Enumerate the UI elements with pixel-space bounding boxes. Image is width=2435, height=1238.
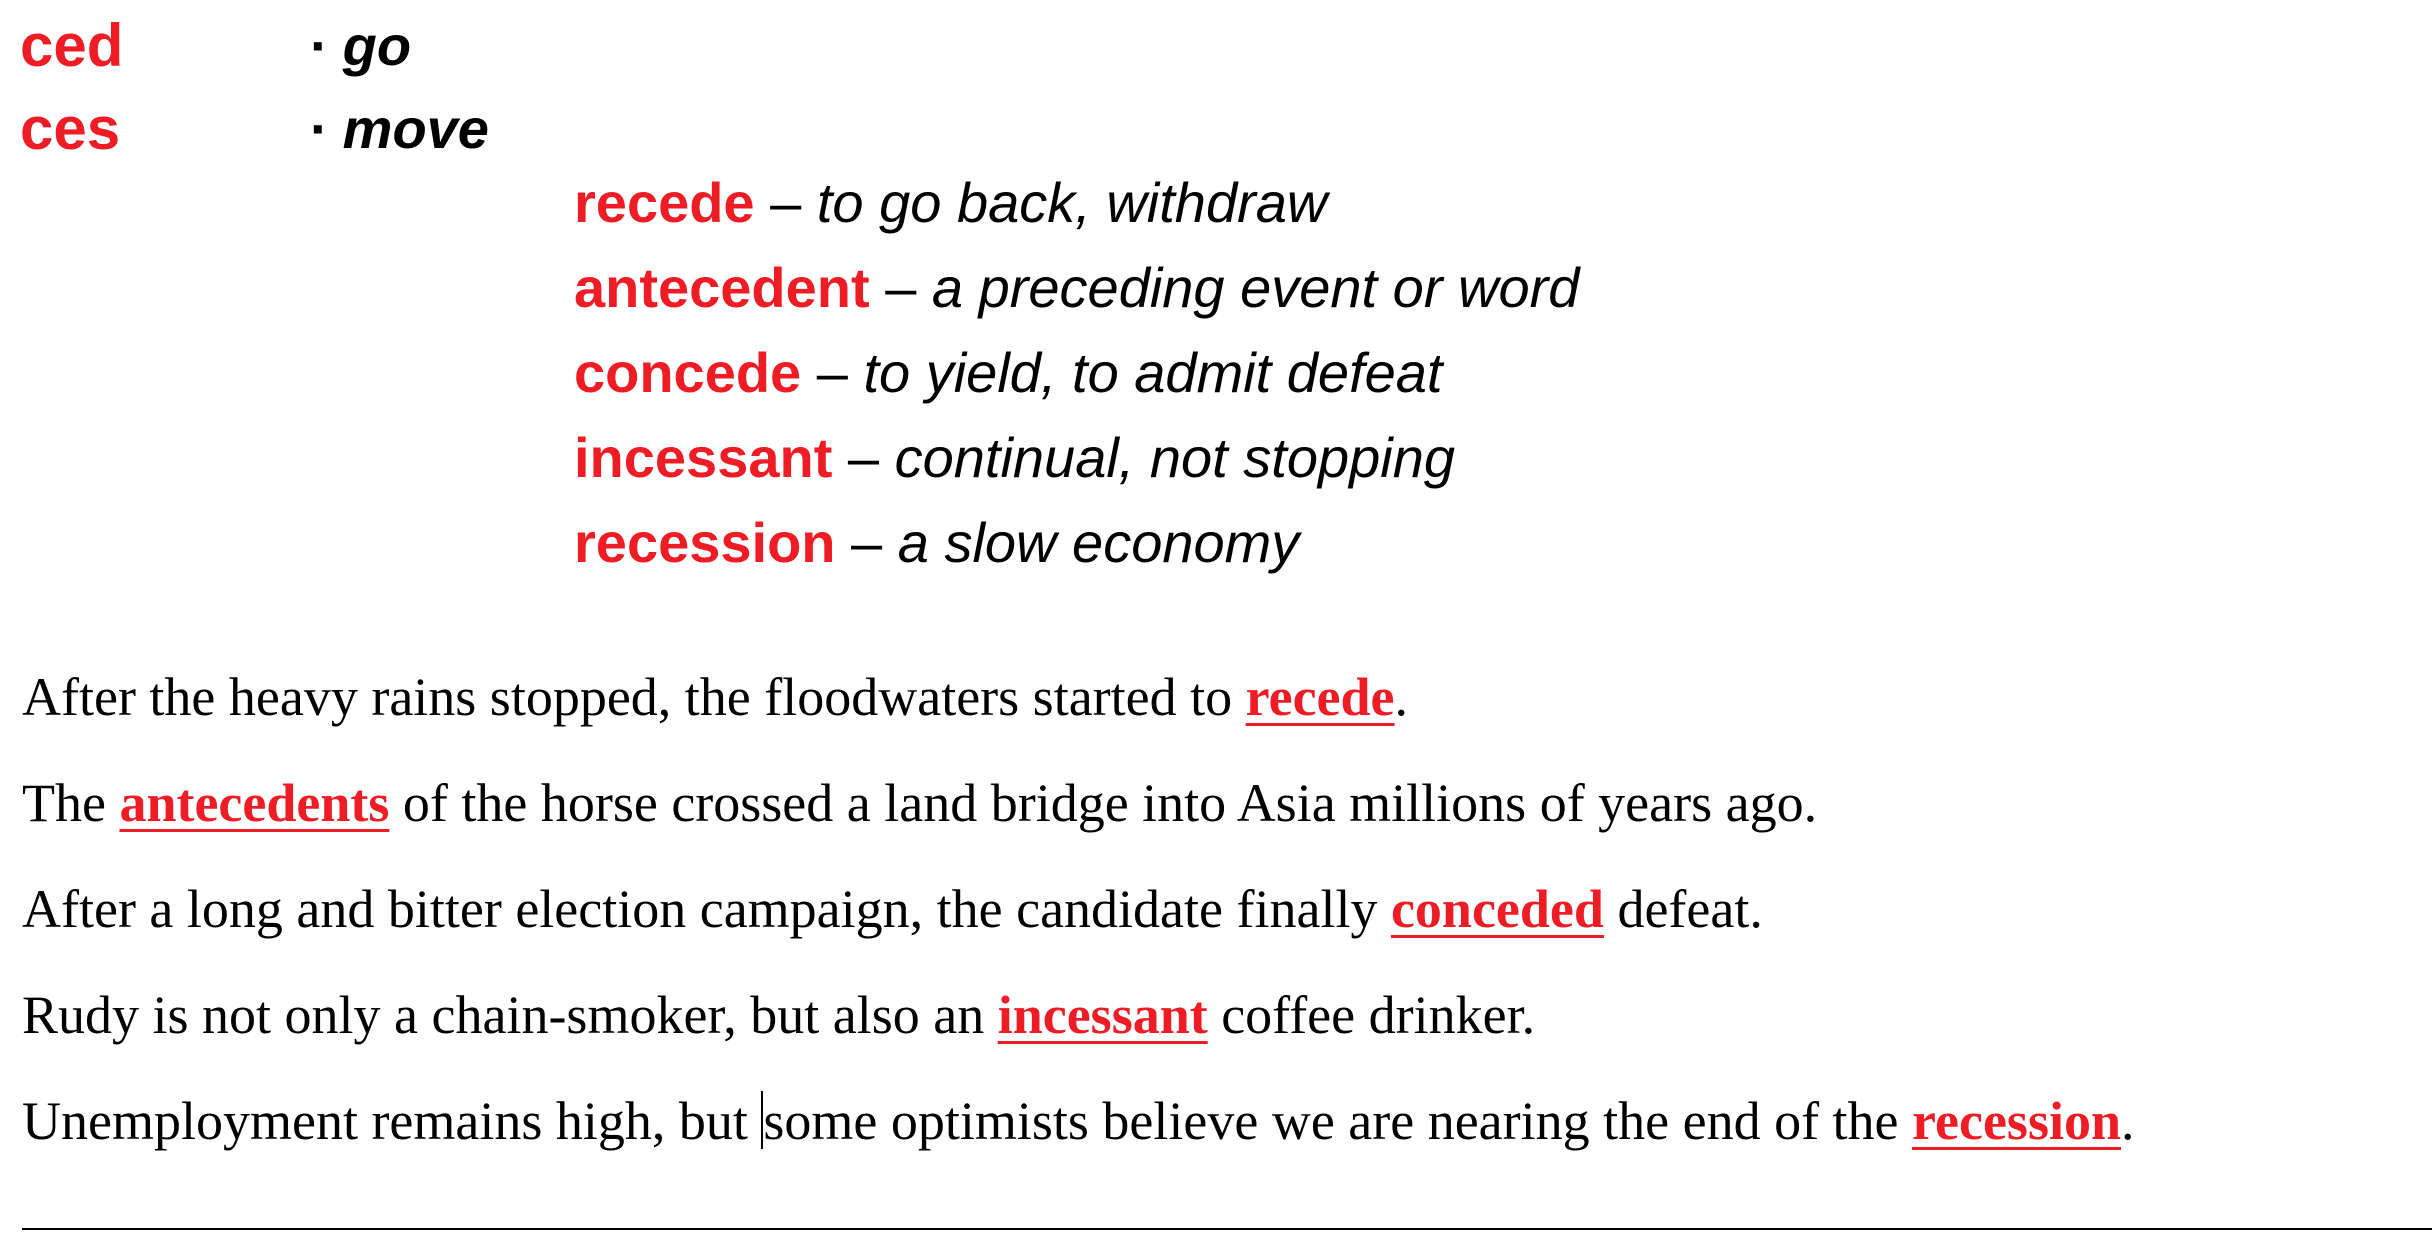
sentence-text: defeat. <box>1603 879 1763 939</box>
vocab-item <box>574 500 1579 585</box>
vocab-word-link[interactable]: incessant <box>997 985 1208 1045</box>
vocab-definition: a slow economy <box>897 511 1300 574</box>
sentence-text: . <box>2121 1091 2135 1151</box>
sentence-text: Unemployment remains high, but <box>22 1091 762 1151</box>
sentence-text: After a long and bitter election campaign, the candidate finally <box>22 879 1391 939</box>
sentence-text: coffee drinker. <box>1207 985 1536 1045</box>
root-label: ces <box>20 94 121 162</box>
vocab-word: recede <box>574 171 755 234</box>
dash: – <box>869 256 932 319</box>
vocab-word: recession <box>574 511 836 574</box>
vocab-definition: continual, not stopping <box>894 426 1456 489</box>
sentence-text: some optimists believe we are nearing the end of the <box>763 1091 1913 1151</box>
vocab-word: concede <box>574 341 802 404</box>
bullet: · <box>310 96 329 160</box>
sentence-text: . <box>1394 667 1409 727</box>
vocab-word-link[interactable]: recession <box>1912 1091 2121 1151</box>
root-label: ced <box>20 11 124 79</box>
vocabulary-list <box>574 160 1579 585</box>
root-meaning-text: move <box>342 96 489 160</box>
example-sentences <box>22 655 2432 1185</box>
sentence <box>22 761 2432 867</box>
vocab-item <box>574 415 1579 500</box>
dash: – <box>754 171 817 234</box>
sentence <box>22 973 2432 1079</box>
bullet: · <box>310 13 329 77</box>
vocab-item <box>574 245 1579 330</box>
sentence <box>22 867 2432 973</box>
sentence <box>22 1079 2432 1185</box>
vocab-definition: to go back, withdraw <box>816 171 1328 234</box>
vocab-word-link[interactable]: recede <box>1245 667 1395 727</box>
vocab-definition: a preceding event or word <box>931 256 1580 319</box>
dash: – <box>801 341 864 404</box>
sentence-text: Rudy is not only a chain-smoker, but also an <box>22 985 998 1045</box>
sentence-text: The <box>22 773 120 833</box>
root-meaning-text: go <box>342 13 412 77</box>
vocab-word-link[interactable]: antecedents <box>119 773 390 833</box>
sentence <box>22 655 2432 761</box>
root-row-ced <box>20 5 411 85</box>
vocab-word-link[interactable]: conceded <box>1390 879 1604 939</box>
vocab-item <box>574 330 1579 415</box>
dash: – <box>835 511 898 574</box>
root-meaning <box>310 13 411 78</box>
horizontal-rule <box>22 1228 2432 1230</box>
vocab-item <box>574 160 1579 245</box>
vocab-word: incessant <box>574 426 833 489</box>
vocab-word: antecedent <box>574 256 870 319</box>
root-row-ces <box>20 88 489 168</box>
sentence-text: After the heavy rains stopped, the floodwaters started to <box>22 667 1246 727</box>
sentence-text: of the horse crossed a land bridge into Asia millions of years ago. <box>389 773 1818 833</box>
root-meaning <box>310 96 489 161</box>
dash: – <box>832 426 895 489</box>
vocab-definition: to yield, to admit defeat <box>863 341 1443 404</box>
